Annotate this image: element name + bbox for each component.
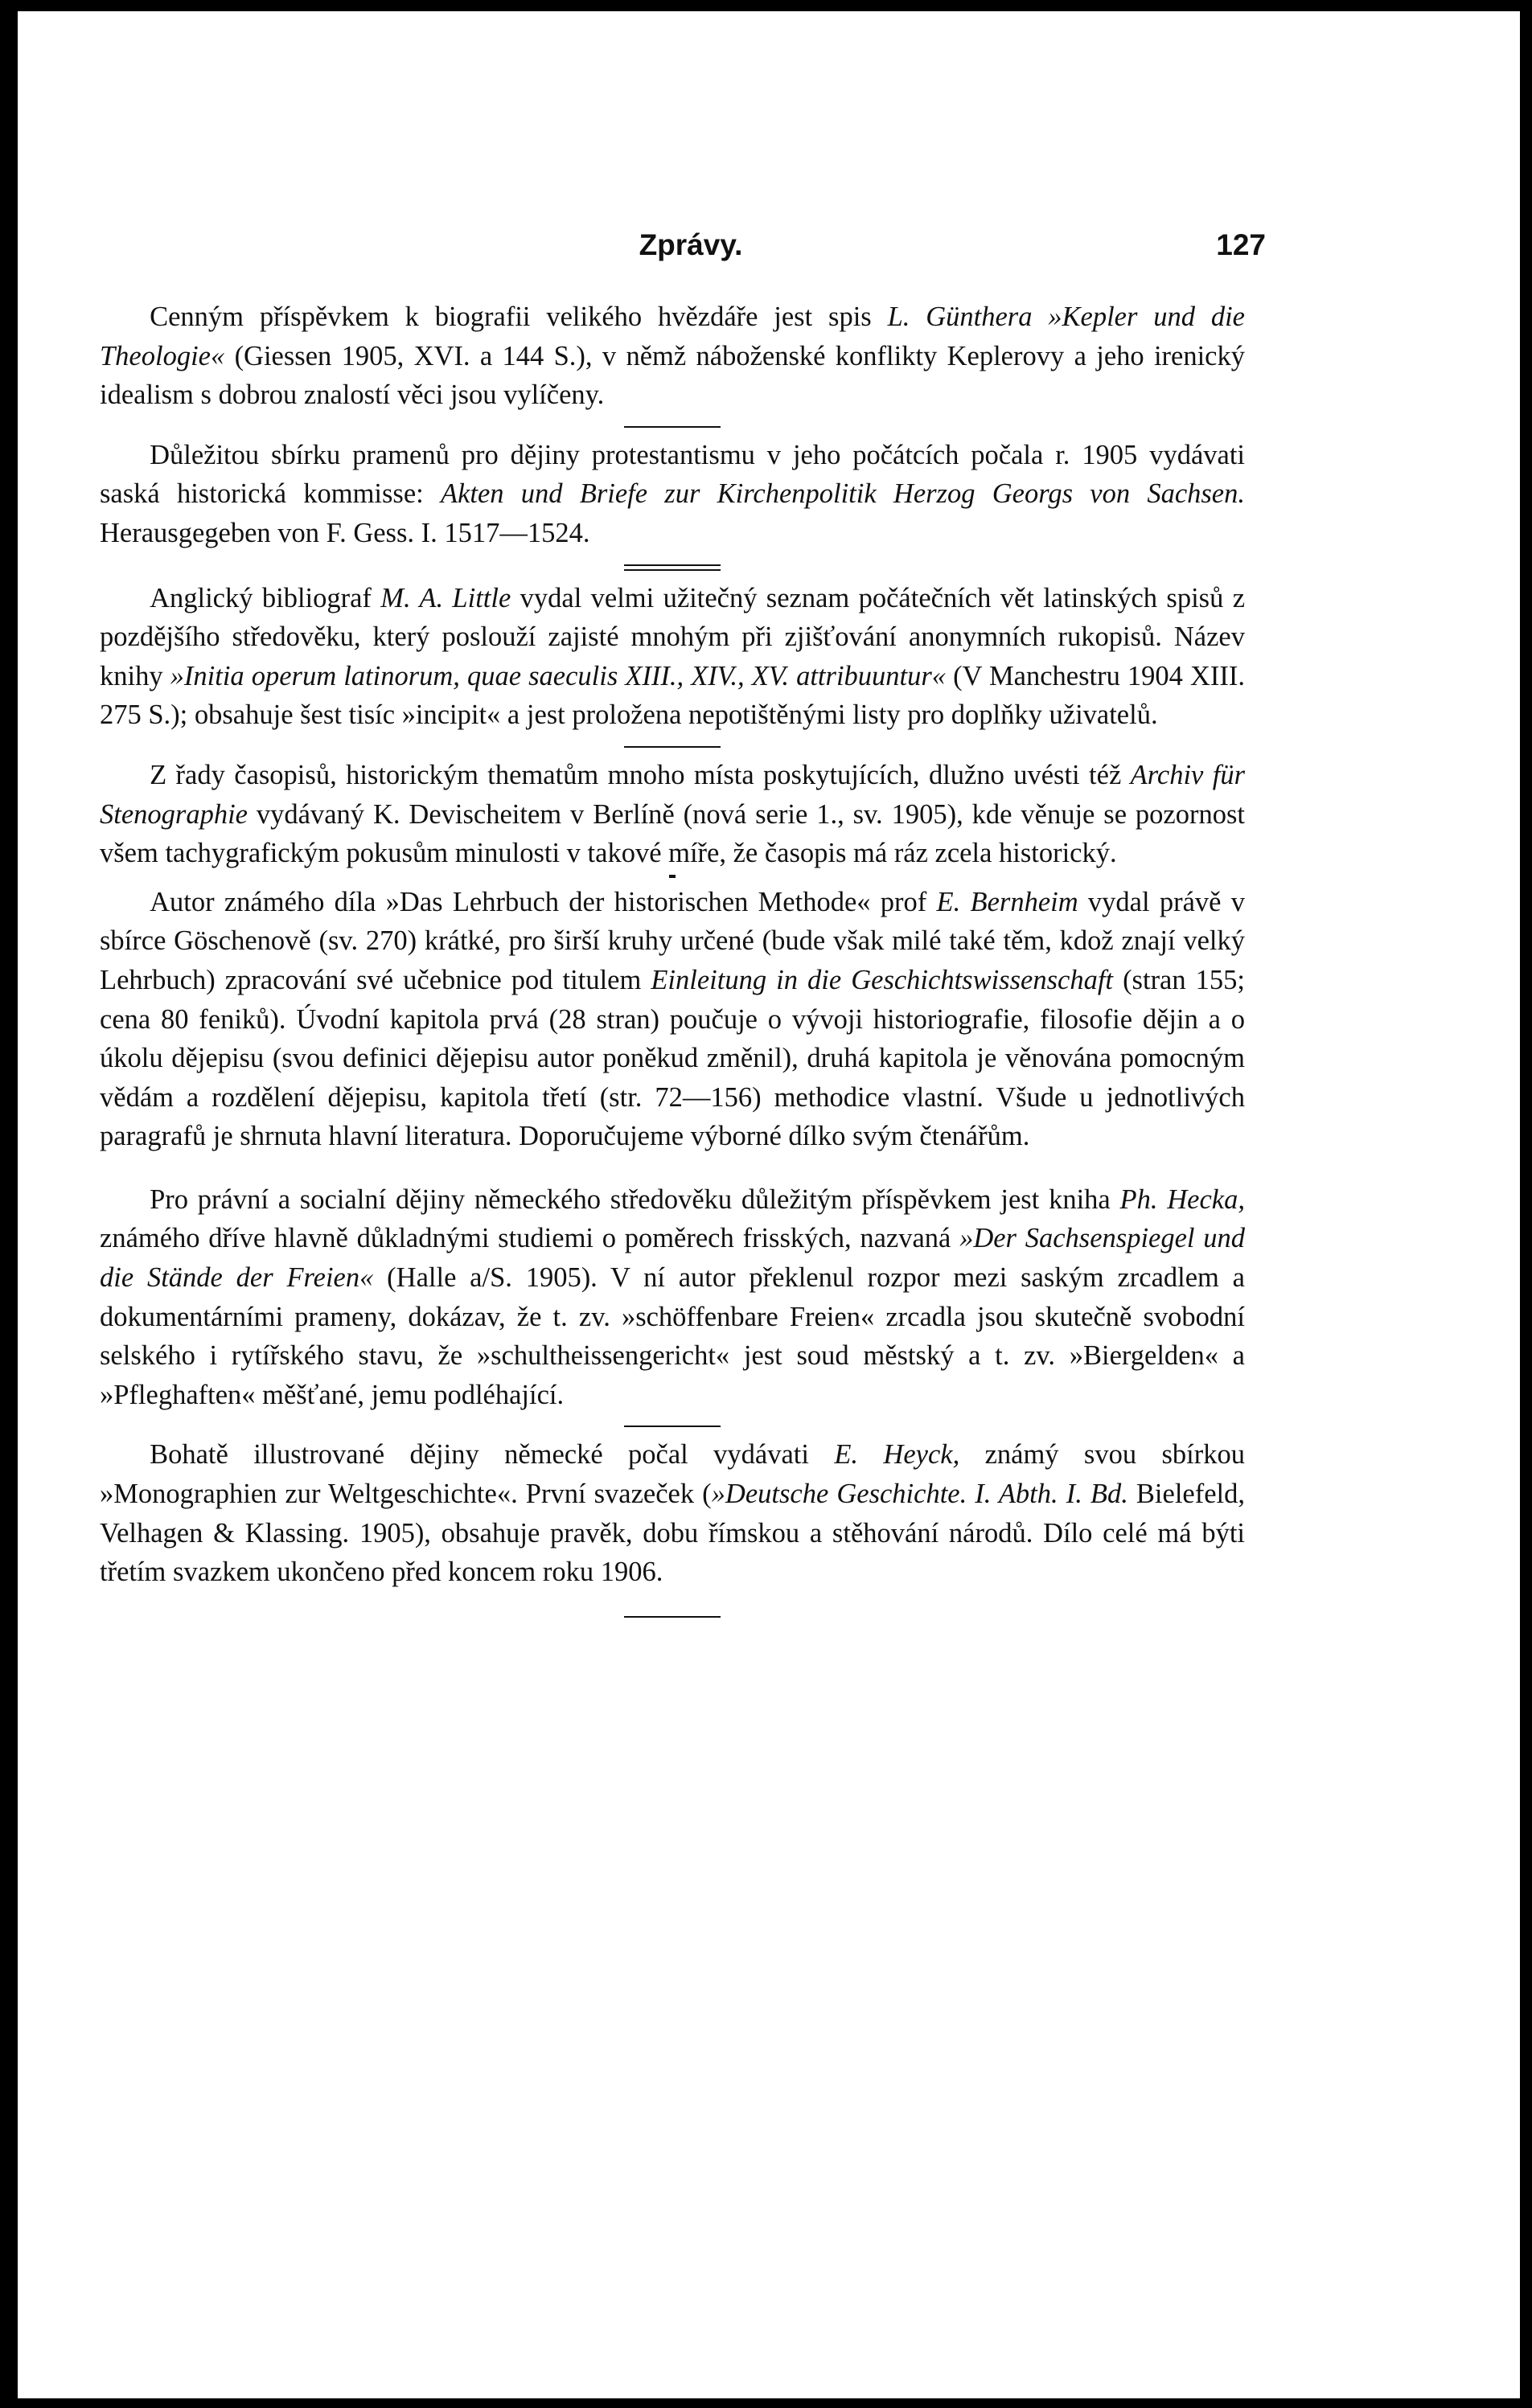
paragraph-text: Bielefeld, Velhagen & Klassing. 1905), obsahuje pravěk, dobu římskou a stěhování národů. Dílo celé má býti třetím svazkem ukončeno před koncem roku 1906. (100, 1479, 1245, 1588)
italic-citation: L. Günthera »Kepler und die Theologie« (100, 302, 1245, 371)
section-divider (624, 746, 721, 748)
closing-divider (624, 1616, 721, 1618)
paragraph-text: (stran 155; cena 80 feniků). Úvodní kapitola prvá (28 stran) poučuje o vývoji historiografie, filosofie dějin a o úkolu dějepisu (svou definici dějepisu autor poněkud změnil), druhá kapitola je věnována pomocným vědám a rozdělení dějepisu, kapitola třetí (str. 72—156) methodice vlastní. Všude u jednotlivých paragrafů je shrnuta hlavní literatura. Doporučujeme výborné dílko svým čtenářům. (100, 964, 1245, 1152)
paragraph-gunther (100, 297, 1245, 415)
paragraph-text: Autor známého díla »Das Lehrbuch der historischen Methode« prof (150, 886, 937, 917)
paragraph-text: Bohatě illustrované dějiny německé počal vydávati (150, 1439, 835, 1471)
paragraph-text: Herausgegeben von F. Gess. I. 1517—1524. (100, 517, 590, 548)
paragraph-heck (100, 1180, 1245, 1415)
paragraph-text: vydal právě v sbírce Göschenově (sv. 270) krátké, pro širší kruhy určené (bude však milé také těm, kdož znají velký Lehrbuch) zpracování své učebnice pod titulem (100, 886, 1245, 995)
paragraph-text: (Halle a/S. 1905). V ní autor překlenul rozpor mezi saským zrcadlem a dokumentárními prameny, dokázav, že t. zv. »schöffenbare Freien« zrcadla jsou skutečně svobodní selského i rytířského stavu, že »schultheissengericht« jest soud městský a t. zv. »Biergelden« a »Pfleghaften« měšťané, jemu podléhající. (100, 1262, 1245, 1410)
paragraph-heyck (100, 1435, 1245, 1591)
running-header (116, 228, 1266, 273)
italic-citation: »Deutsche Geschichte. I. Abth. I. Bd. (711, 1479, 1128, 1510)
italic-citation: »Initia operum latinorum, quae saeculis XIII., XIV., XV. attribuuntur« (170, 660, 947, 691)
paragraph-little (100, 579, 1245, 735)
paragraph-text: Anglický bibliograf (150, 582, 381, 613)
article-body (100, 297, 1245, 1626)
section-divider (624, 426, 721, 428)
paragraph-text: Z řady časopisů, historickým thematům mnoho místa poskytujících, dlužno uvésti též (150, 759, 1131, 790)
paragraph-text: Pro právní a socialní dějiny německého středověku důležitým příspěvkem jest kniha (150, 1183, 1120, 1215)
section-divider (624, 1426, 721, 1427)
header-title: Zprávy. (639, 228, 743, 261)
paragraph-text: (V Manchestru 1904 XIII. 275 S.); obsahuje šest tisíc »incipit« a jest proložena nepotištěnými listy pro doplňky uživatelů. (100, 660, 1245, 731)
italic-citation: Ph. Hecka, (1119, 1183, 1245, 1215)
italic-citation: Archiv für Stenographie (100, 759, 1245, 830)
italic-citation: M. A. Little (380, 582, 511, 613)
paragraph-akten (100, 436, 1245, 553)
paragraph-text: vydal velmi užitečný seznam počátečních vět latinských spisů z pozdějšího středověku, který poslouží zajisté mnohým při zjišťování anonymních rukopisů. Název knihy (100, 582, 1246, 691)
paragraph-text: známého dříve hlavně důkladnými studiemi o poměrech frisských, nazvaná (100, 1223, 960, 1254)
paragraph-text: Důležitou sbírku pramenů pro dějiny protestantismu v jeho počátcích počala r. 1905 vydávati saská historická kommisse: (100, 439, 1245, 510)
paragraph-text: vydávaný K. Devischeitem v Berlíně (nová serie 1., sv. 1905), kde věnuje se pozornost všem tachygrafickým pokusům minulosti v takové míře, že časopis má ráz zcela historický. (100, 798, 1245, 869)
paragraph-text: (Giessen 1905, XVI. a 144 S.), v němž náboženské konflikty Keplerovy a jeho irenický idealism s dobrou znalostí věci jsou vylíčeny. (100, 340, 1245, 411)
italic-citation: E. Heyck, (834, 1439, 960, 1471)
paragraph-bernheim (100, 883, 1245, 1156)
paragraph-gap (100, 1156, 1245, 1180)
paragraph-stenographie (100, 756, 1245, 873)
page-number: 127 (1216, 228, 1266, 261)
section-divider-dot (669, 875, 676, 878)
italic-citation: Einleitung in die Geschichtswissenschaft (651, 964, 1114, 995)
paragraph-text: Cenným příspěvkem k biografii velikého hvězdáře jest spis (150, 302, 888, 332)
italic-citation: E. Bernheim (936, 886, 1078, 917)
paragraph-text: známý svou sbírkou »Monographien zur Weltgeschichte«. První svazeček ( (100, 1439, 1245, 1510)
section-divider-double (624, 564, 721, 571)
italic-citation: »Der Sachsenspiegel und die Stände der Freien« (100, 1223, 1245, 1294)
italic-citation: Akten und Briefe zur Kirchenpolitik Herzog Georgs von Sachsen. (441, 478, 1245, 510)
